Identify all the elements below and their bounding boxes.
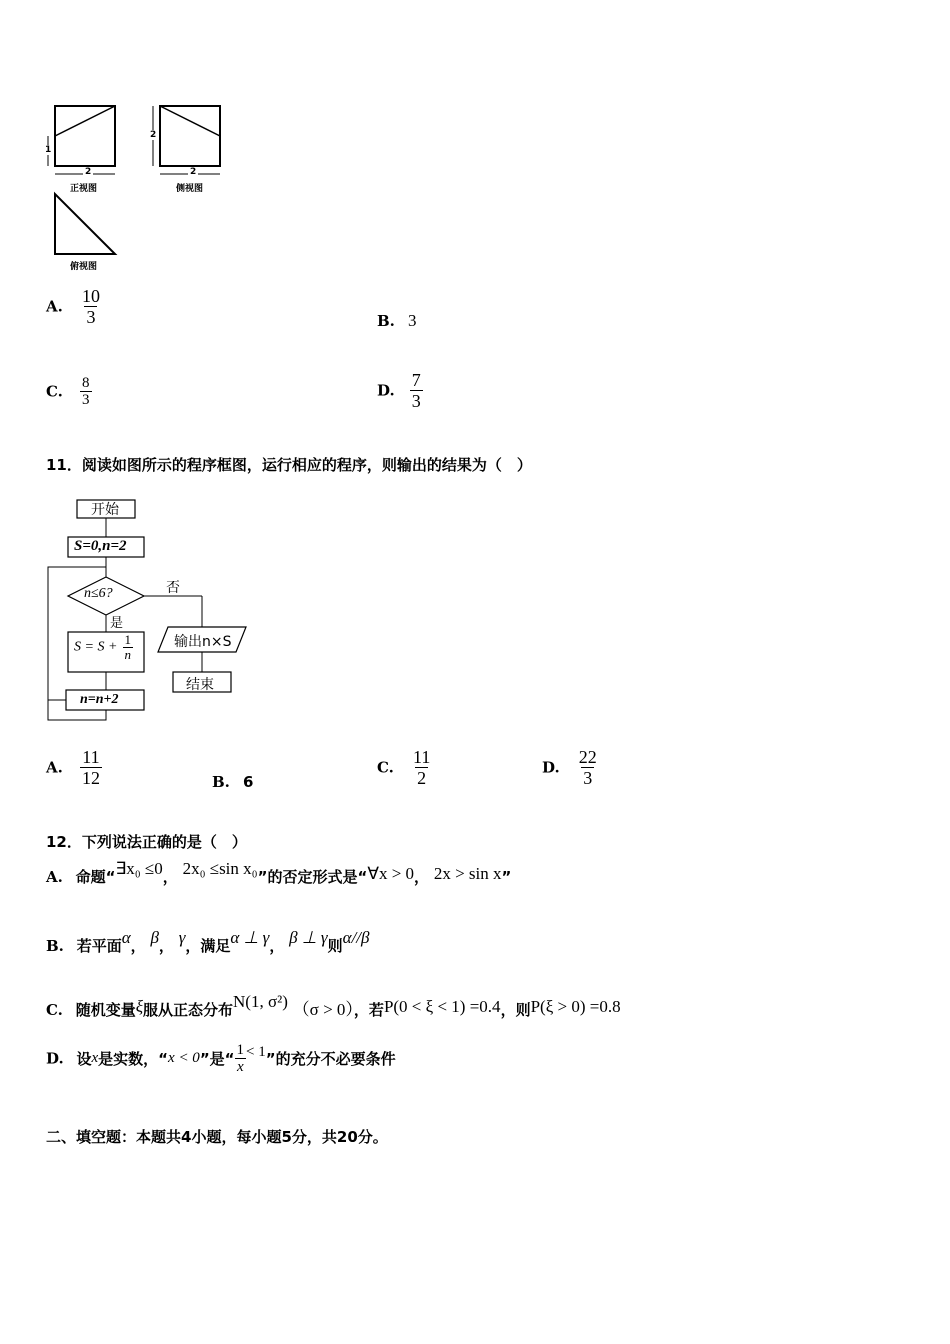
denominator: 2 — [417, 768, 427, 788]
side-view-square — [160, 106, 220, 166]
q12-stem: 12．下列说法正确的是（ ） — [46, 833, 247, 851]
section-title: 二、填空题：本题共4小题，每小题5分，共20分。 — [46, 1128, 388, 1146]
math-expr: x < 0 — [168, 1050, 200, 1066]
front-view-label: 正视图 — [70, 184, 98, 194]
math-expr: < 1 — [246, 1044, 266, 1060]
math-expr: （σ > 0） — [292, 1000, 354, 1019]
q12-d-fraction — [235, 1042, 247, 1075]
option-letter: C. — [46, 382, 63, 401]
option-value: 3 — [408, 311, 417, 330]
option-text: 是实数，“ — [98, 1050, 169, 1068]
flow-update-fraction — [123, 633, 134, 662]
q10-option-d[interactable] — [377, 370, 423, 411]
q10-d-fraction — [410, 370, 423, 411]
q10-option-a[interactable] — [46, 286, 102, 327]
option-letter: A. — [46, 868, 63, 886]
flow-cond-text: n≤6? — [84, 586, 113, 601]
option-letter: C. — [377, 758, 394, 777]
flowchart — [40, 495, 260, 725]
option-text: ”是“ — [199, 1050, 235, 1068]
math-expr: ∀x > 0 — [367, 864, 415, 883]
q11-option-c[interactable] — [377, 747, 432, 788]
q10-option-c[interactable] — [46, 375, 92, 408]
option-text: ” — [501, 868, 512, 886]
option-value: 6 — [243, 773, 254, 791]
option-letter: D. — [46, 1049, 64, 1068]
separator: ， — [414, 868, 430, 886]
flow-update-lhs: S = S + — [74, 639, 118, 655]
side-dim-width: 2 — [190, 167, 197, 177]
math-expr: 2x₀ ≤sin x₀ — [182, 859, 258, 878]
flow-incr-text: n=n+2 — [80, 692, 119, 707]
side-dim-height: 2 — [150, 130, 157, 140]
separator: ， — [158, 937, 174, 955]
option-letter: A. — [46, 758, 63, 777]
separator: ， — [130, 937, 146, 955]
option-letter: B. — [46, 937, 64, 955]
denominator: 3 — [411, 391, 421, 411]
flow-update-text — [74, 633, 133, 662]
numerator: 1 — [236, 1042, 245, 1058]
option-text: ，则 — [500, 1001, 531, 1019]
math-expr: x — [91, 1050, 99, 1066]
side-view-diagonal — [160, 106, 220, 136]
option-text: ”的否定形式是“ — [257, 868, 368, 886]
q11-stem: 11．阅读如图所示的程序框图，运行相应的程序，则输出的结果为（ ） — [46, 456, 532, 474]
math-expr: γ — [178, 928, 186, 947]
flow-init-text: S=0,n=2 — [74, 538, 127, 554]
math-expr: 2x > sin x — [433, 864, 502, 883]
numerator: 11 — [413, 747, 431, 767]
q11-option-d[interactable] — [542, 747, 599, 788]
q11-c-fraction — [411, 747, 432, 788]
option-text: ，满足 — [185, 937, 231, 955]
denominator: 3 — [82, 392, 90, 408]
front-view-diagonal — [55, 106, 115, 136]
numerator: 22 — [578, 747, 597, 767]
math-expr: ξ — [135, 997, 143, 1016]
flow-no-label: 否 — [166, 580, 180, 596]
option-letter: A. — [46, 297, 63, 316]
option-text: 若平面 — [76, 937, 122, 955]
separator: ， — [269, 937, 285, 955]
denominator: 3 — [86, 307, 96, 327]
option-text: ，若 — [353, 1001, 384, 1019]
option-text: 则 — [327, 937, 343, 955]
option-letter: D. — [377, 381, 395, 400]
option-text: 服从正态分布 — [142, 1001, 233, 1019]
flow-start-text: 开始 — [91, 502, 119, 518]
front-dim-width: 2 — [85, 167, 92, 177]
math-expr: α//β — [342, 928, 370, 947]
denominator: 12 — [81, 768, 100, 788]
denominator: x — [236, 1059, 244, 1075]
flow-yes-label: 是 — [110, 616, 124, 631]
flow-output-text: 输出n×S — [174, 634, 232, 650]
q12-option-d[interactable] — [46, 1042, 396, 1075]
q10-c-fraction — [80, 375, 92, 408]
front-dim-height: 1 — [45, 145, 52, 155]
option-text: 命题“ — [75, 868, 116, 886]
option-letter: D. — [542, 758, 560, 777]
math-expr: P(0 < ξ < 1) =0.4 — [383, 997, 501, 1016]
q11-a-fraction — [80, 747, 102, 788]
side-view-label: 侧视图 — [176, 184, 204, 194]
numerator: 1 — [124, 632, 131, 647]
q11-d-fraction — [577, 747, 599, 788]
option-letter: B. — [377, 312, 395, 330]
top-view-triangle — [55, 194, 115, 254]
front-view-square — [55, 106, 115, 166]
option-text: ”的充分不必要条件 — [265, 1050, 396, 1068]
option-text: 设 — [76, 1050, 92, 1068]
math-expr: β — [150, 928, 159, 947]
math-expr: N(1, σ²) — [233, 992, 288, 1011]
denominator: n — [124, 647, 131, 662]
q12-option-b[interactable] — [46, 928, 370, 956]
math-expr: P(ξ > 0) =0.8 — [530, 997, 621, 1016]
math-expr: β ⊥ γ — [289, 928, 328, 947]
q10-option-b[interactable] — [377, 311, 417, 331]
flow-end-text: 结束 — [186, 677, 214, 693]
math-expr: α — [121, 928, 131, 947]
math-expr: α ⊥ γ — [230, 928, 270, 947]
q11-option-b[interactable] — [212, 772, 253, 791]
denominator: 3 — [583, 768, 593, 788]
numerator: 7 — [411, 370, 421, 390]
q12-option-a[interactable] — [46, 859, 512, 887]
separator: ， — [162, 868, 178, 886]
option-letter: C. — [46, 1001, 63, 1019]
numerator: 10 — [81, 286, 100, 306]
option-letter: B. — [212, 773, 230, 791]
numerator: 11 — [82, 747, 100, 767]
q10-a-fraction — [80, 286, 102, 327]
q11-option-a[interactable] — [46, 747, 102, 788]
top-view-label: 俯视图 — [70, 262, 98, 272]
q12-option-c[interactable] — [46, 992, 621, 1020]
math-expr: ∃x₀ ≤0 — [115, 859, 163, 878]
option-text: 随机变量 — [75, 1001, 136, 1019]
numerator: 8 — [82, 375, 90, 391]
